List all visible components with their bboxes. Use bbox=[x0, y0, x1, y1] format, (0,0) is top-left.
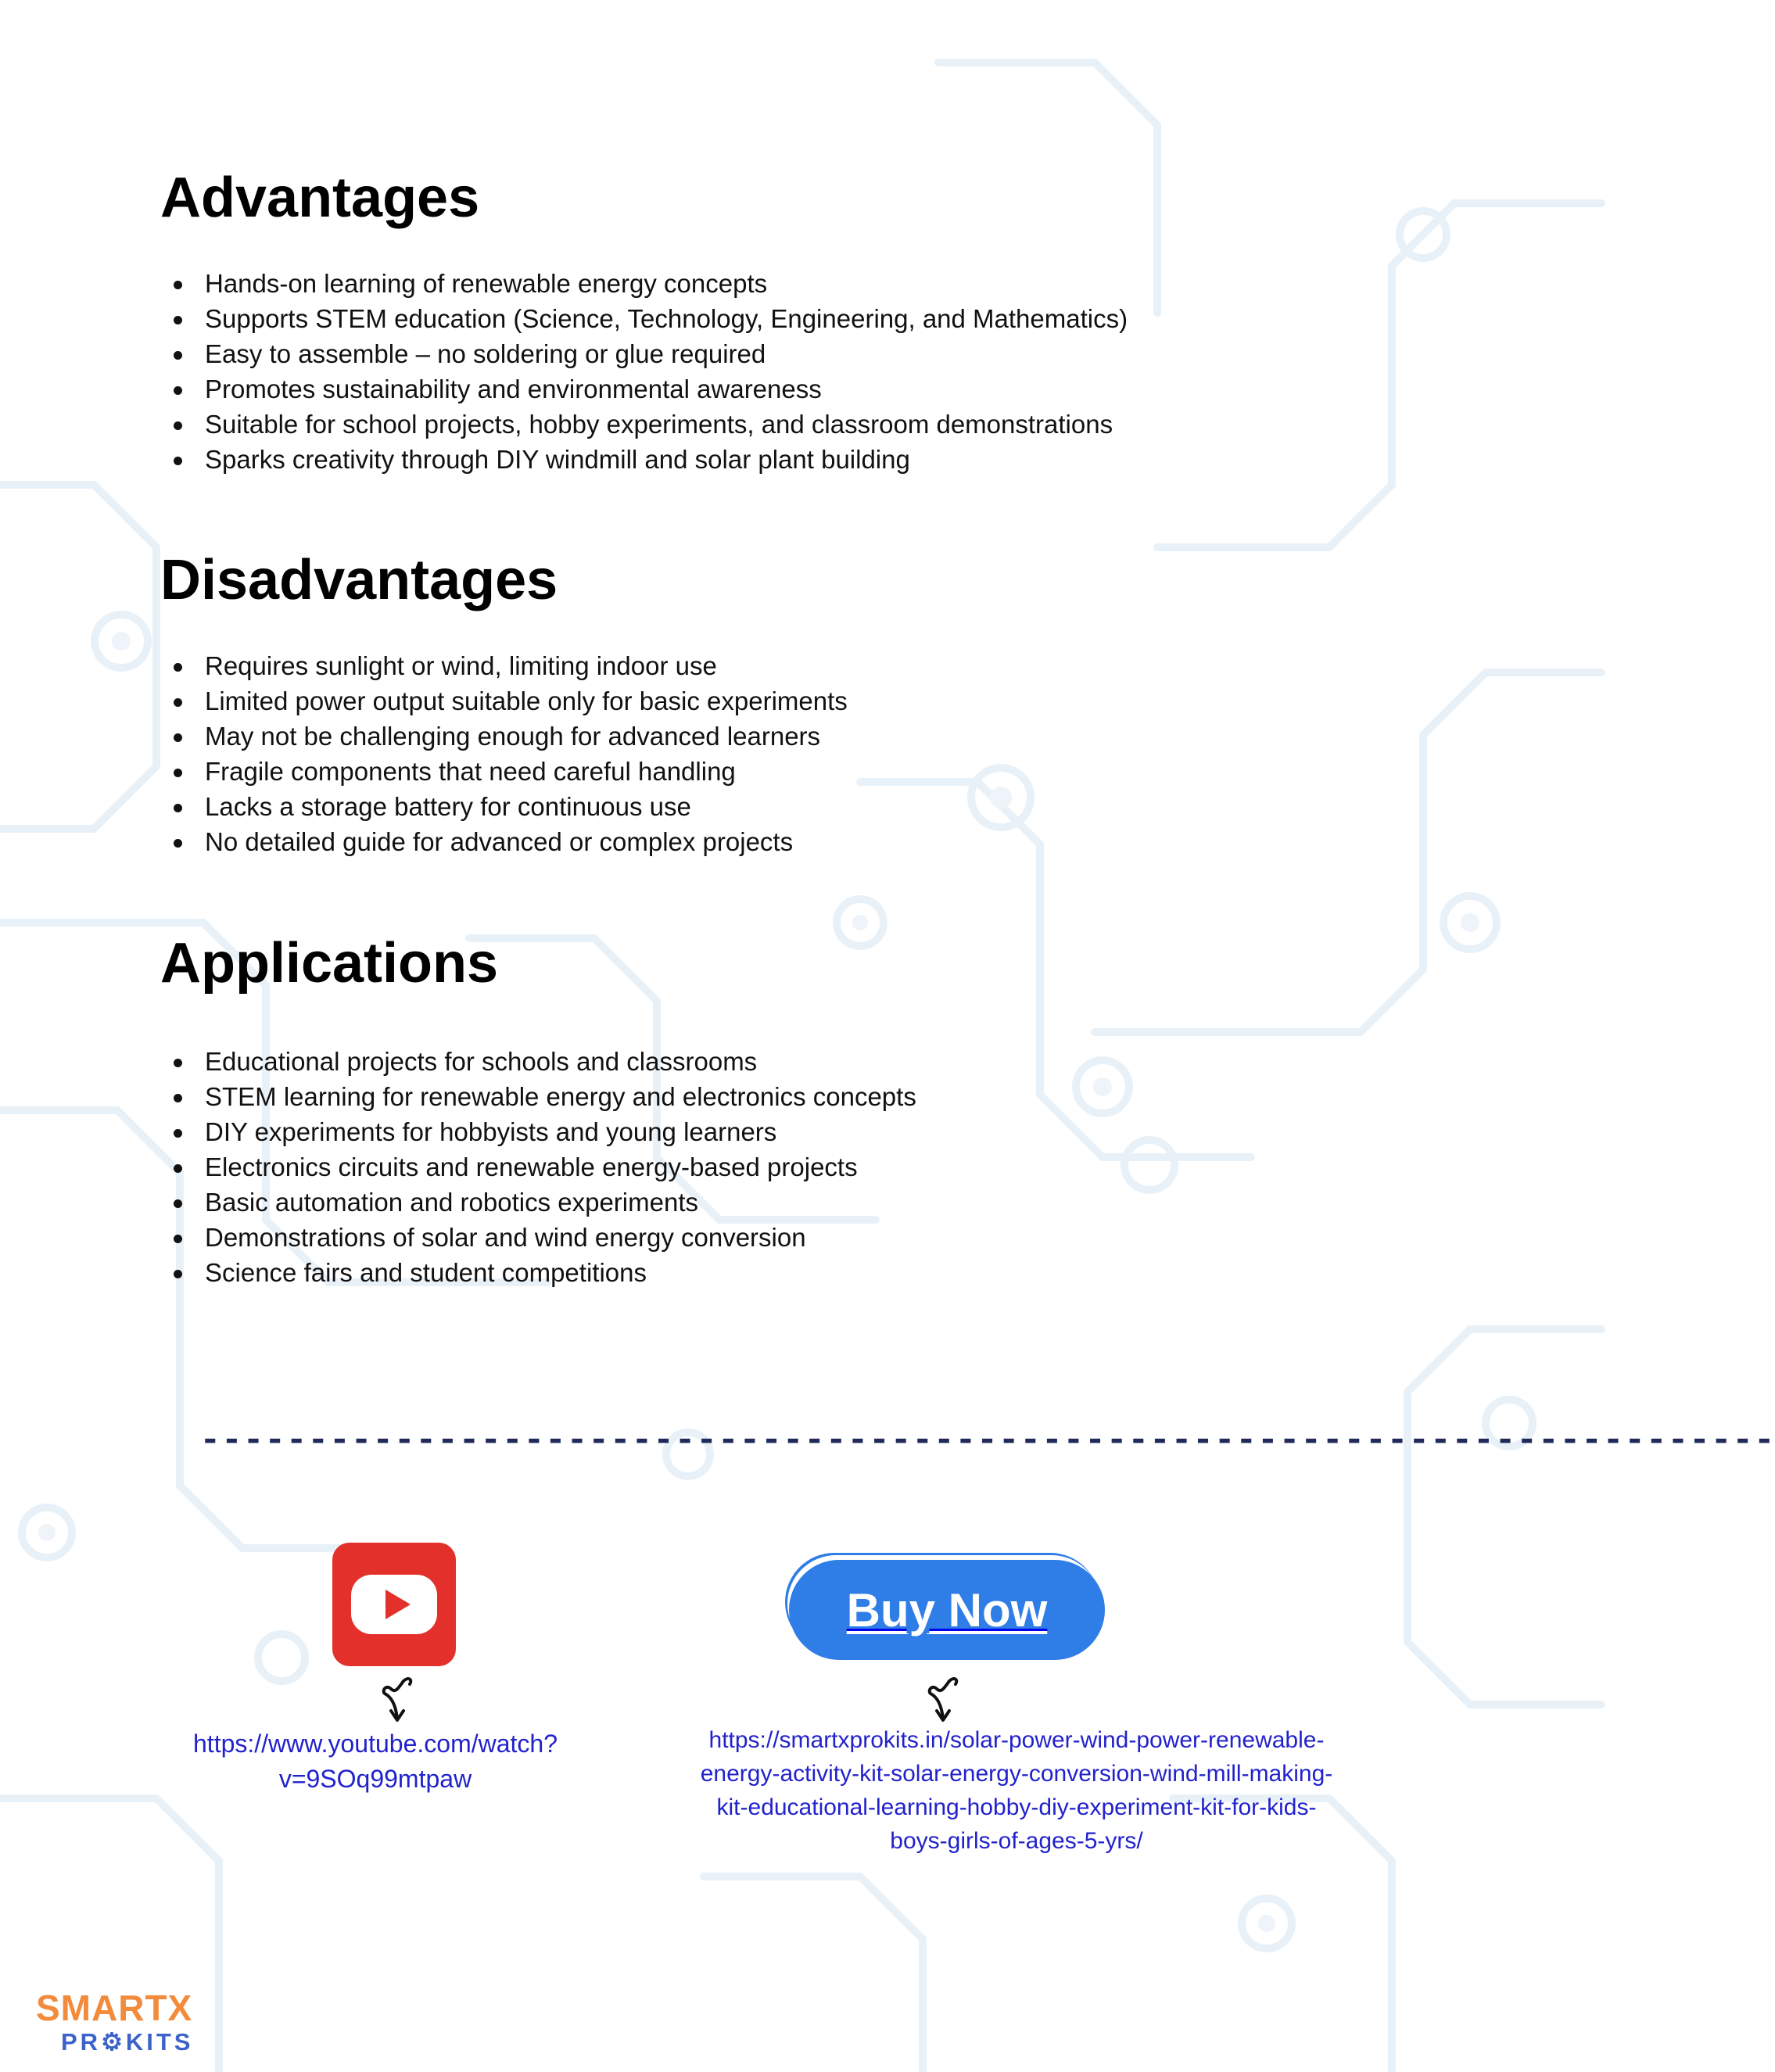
applications-heading: Applications bbox=[160, 932, 499, 995]
logo-smart-text: SMART bbox=[36, 1988, 168, 2028]
list-item: Demonstrations of solar and wind energy conversion bbox=[170, 1220, 916, 1255]
product-link-line: kit-educational-learning-hobby-diy-experiment-kit-for-kids- bbox=[716, 1794, 1317, 1820]
logo-x-mark: X bbox=[167, 1988, 193, 2028]
applications-list bbox=[170, 1044, 916, 1290]
logo-wordmark-bottom: PR⚙KITS bbox=[61, 2028, 194, 2056]
list-item: May not be challenging enough for advanced learners bbox=[170, 719, 848, 754]
list-item: Fragile components that need careful handling bbox=[170, 754, 848, 789]
product-link[interactable] bbox=[672, 1723, 1361, 1858]
list-item: Supports STEM education (Science, Technology, Engineering, and Mathematics) bbox=[170, 301, 1128, 336]
list-item: Lacks a storage battery for continuous use bbox=[170, 789, 848, 824]
buy-now-label: Buy Now bbox=[846, 1583, 1048, 1636]
advantages-list bbox=[170, 266, 1128, 477]
disadvantages-heading: Disadvantages bbox=[160, 549, 558, 611]
list-item: No detailed guide for advanced or complex projects bbox=[170, 824, 848, 859]
list-item: Requires sunlight or wind, limiting indoor use bbox=[170, 648, 848, 683]
product-link-line: https://smartxprokits.in/solar-power-wind-power-renewable- bbox=[708, 1727, 1325, 1753]
list-item: Suitable for school projects, hobby experiments, and classroom demonstrations bbox=[170, 407, 1128, 442]
disadvantages-list bbox=[170, 648, 848, 859]
youtube-play-icon bbox=[332, 1543, 456, 1666]
list-item: DIY experiments for hobbyists and young learners bbox=[170, 1114, 916, 1149]
list-item: Limited power output suitable only for basic experiments bbox=[170, 683, 848, 719]
dashed-divider: ------------------------------------------------------------------------- bbox=[199, 1421, 1775, 1461]
list-item: Easy to assemble – no soldering or glue required bbox=[170, 336, 1128, 371]
advantages-heading: Advantages bbox=[160, 167, 480, 229]
buy-now-button[interactable] bbox=[789, 1560, 1105, 1660]
smartx-prokits-logo bbox=[36, 1990, 224, 2060]
arrow-down-icon bbox=[920, 1673, 966, 1728]
arrow-down-icon bbox=[374, 1673, 421, 1728]
list-item: Basic automation and robotics experiments bbox=[170, 1185, 916, 1220]
youtube-link-line: v=9SOq99mtpaw bbox=[278, 1765, 472, 1793]
list-item: Science fairs and student competitions bbox=[170, 1255, 916, 1290]
list-item: STEM learning for renewable energy and electronics concepts bbox=[170, 1079, 916, 1114]
logo-wordmark-top bbox=[36, 1990, 192, 2026]
youtube-button[interactable] bbox=[332, 1543, 456, 1666]
product-link-line: boys-girls-of-ages-5-yrs/ bbox=[890, 1828, 1143, 1854]
product-link-line: energy-activity-kit-solar-energy-conversion-wind-mill-making- bbox=[700, 1761, 1333, 1787]
list-item: Educational projects for schools and classrooms bbox=[170, 1044, 916, 1079]
youtube-link[interactable] bbox=[160, 1726, 590, 1797]
list-item: Electronics circuits and renewable energy-based projects bbox=[170, 1149, 916, 1185]
list-item: Sparks creativity through DIY windmill and solar plant building bbox=[170, 442, 1128, 477]
list-item: Promotes sustainability and environmental awareness bbox=[170, 371, 1128, 407]
list-item: Hands-on learning of renewable energy concepts bbox=[170, 266, 1128, 301]
youtube-link-line: https://www.youtube.com/watch? bbox=[193, 1730, 558, 1758]
